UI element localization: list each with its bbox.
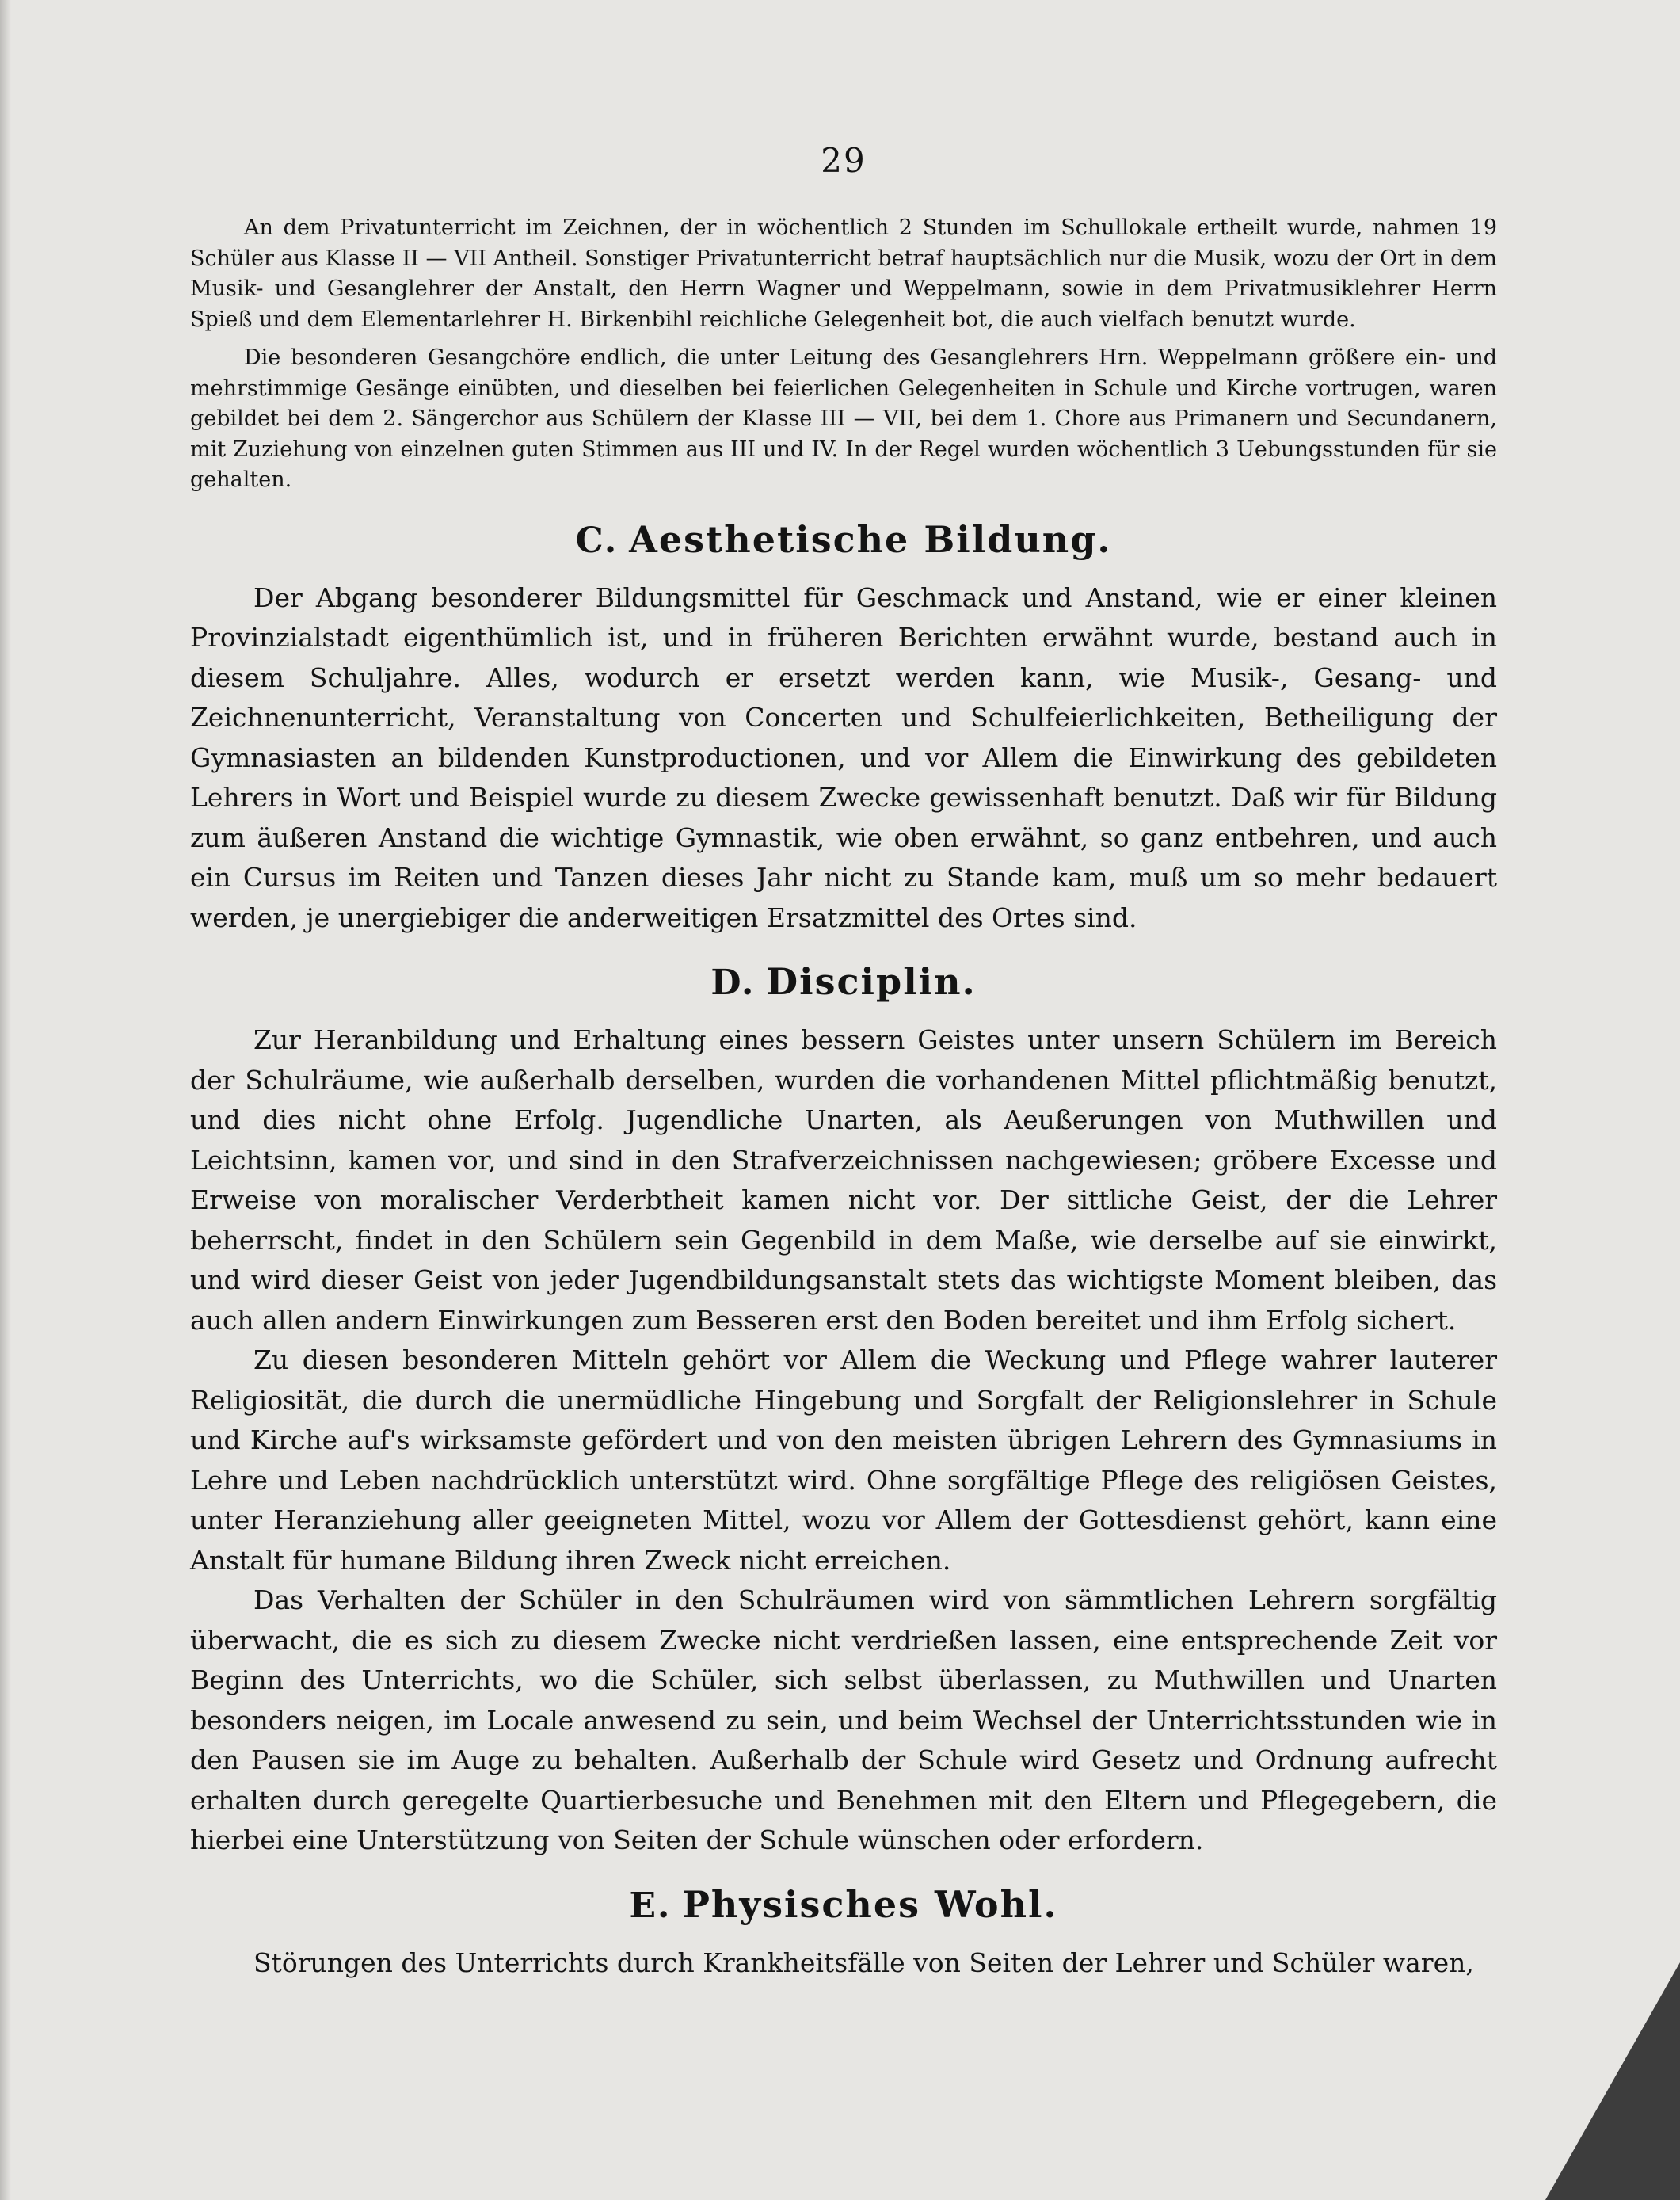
page-content [190, 141, 1497, 1983]
section-heading-physical [190, 1883, 1497, 1926]
section-letter: C. [575, 520, 619, 561]
page-number: 29 [821, 141, 867, 180]
section-heading-aesthetic [190, 518, 1497, 561]
section-title: Aesthetische Bildung. [629, 517, 1112, 561]
section-title: Physisches Wohl. [682, 1882, 1058, 1926]
paragraph-choirs: Die besonderen Gesangchöre endlich, die unter Leitung des Gesanglehrers Hrn. Weppelmann größere ein- und mehrstimmige Gesänge einübten, und dieselben bei feierlichen Gelegenheiten in Schule und Kirche vortrugen, waren gebildet bei dem 2. Sängerchor aus Schülern der Klasse III — VII, bei dem 1. Chore aus Primanern und Secundanern, mit Zuziehung von einzelnen guten Stimmen aus III und IV. In der Regel wurden wöchentlich 3 Uebungsstunden für sie gehalten. [190, 345, 1497, 492]
section-letter: E. [629, 1885, 672, 1926]
section-title: Disciplin. [766, 960, 977, 1003]
paragraph-discipline-1: Zur Heranbildung und Erhaltung eines bessern Geistes unter unsern Schülern im Bereich der Schulräume, wie außerhalb derselben, wurden die vorhandenen Mittel pflichtmäßig benutzt, und dies nicht ohne Erfolg. Jugendliche Unarten, als Aeußerungen von Muthwillen und Leichtsinn, kamen vor, und sind in den Strafverzeichnissen nachgewiesen; gröbere Excesse und Erweise von moralischer Verderbtheit kamen nicht vor. Der sittliche Geist, der die Lehrer beherrscht, findet in den Schülern sein Gegenbild in dem Maße, wie derselbe auf sie einwirkt, und wird dieser Geist von jeder Jugendbildungsanstalt stets das wichtigste Moment bleiben, das auch allen andern Einwirkungen zum Besseren erst den Boden bereitet und ihm Erfolg sichert. [190, 1024, 1497, 1336]
paragraph-physical: Störungen des Unterrichts durch Krankheitsfälle von Seiten der Lehrer und Schüler waren, [253, 1946, 1474, 1978]
page-corner-shadow [1545, 1962, 1680, 2200]
page-edge-shadow [0, 0, 11, 2200]
paragraph-discipline-2: Zu diesen besonderen Mitteln gehört vor Allem die Weckung und Pflege wahrer lauterer Religiosität, die durch die unermüdliche Hingebung und Sorgfalt der Religionslehrer in Schule und Kirche auf's wirksamste gefördert und von den meisten übrigen Lehrern des Gymnasiums in Lehre und Leben nachdrücklich unterstützt wird. Ohne sorgfältige Pflege des religiösen Geistes, unter Heranziehung aller geeigneten Mittel, wozu vor Allem der Gottesdienst gehört, kann eine Anstalt für humane Bildung ihren Zweck nicht erreichen. [190, 1344, 1497, 1576]
section-heading-discipline [190, 960, 1497, 1003]
section-letter: D. [710, 963, 756, 1003]
paragraph-discipline-3: Das Verhalten der Schüler in den Schulräumen wird von sämmtlichen Lehrern sorgfältig überwacht, die es sich zu diesem Zwecke nicht verdrießen lassen, eine entsprechende Zeit vor Beginn des Unterrichts, wo die Schüler, sich selbst überlassen, zu Muthwillen und Unarten besonders neigen, im Locale anwesend zu sein, und beim Wechsel der Unterrichtsstunden wie in den Pausen sie im Auge zu behalten. Außerhalb der Schule wird Gesetz und Ordnung aufrecht erhalten durch geregelte Quartierbesuche und Benehmen mit den Eltern und Pflegegebern, die hierbei eine Unterstützung von Seiten der Schule wünschen oder erfordern. [190, 1584, 1497, 1855]
paragraph-aesthetic: Der Abgang besonderer Bildungsmittel für Geschmack und Anstand, wie er einer kleinen Provinzialstadt eigenthümlich ist, und in früheren Berichten erwähnt wurde, bestand auch in diesem Schuljahre. Alles, wodurch er ersetzt werden kann, wie Musik-, Gesang- und Zeichnenunterricht, Veranstaltung von Concerten und Schulfeierlichkeiten, Betheiligung der Gymnasiasten an bildenden Kunstproductionen, und vor Allem die Einwirkung des gebildeten Lehrers in Wort und Beispiel wurde zu diesem Zwecke gewissenhaft benutzt. Daß wir für Bildung zum äußeren Anstand die wichtige Gymnastik, wie oben erwähnt, so ganz entbehren, und auch ein Cursus im Reiten und Tanzen dieses Jahr nicht zu Stande kam, muß um so mehr bedauert werden, je unergiebiger die anderweitigen Ersatzmittel des Ortes sind. [190, 581, 1497, 933]
paragraph-private-lessons: An dem Privatunterricht im Zeichnen, der in wöchentlich 2 Stunden im Schullokale ertheilt wurde, nahmen 19 Schüler aus Klasse II — VII Antheil. Sonstiger Privatunterricht betraf hauptsächlich nur die Musik, wozu der Ort in dem Musik- und Gesanglehrer der Anstalt, den Herrn Wagner und Weppelmann, sowie in dem Privatmusiklehrer Herrn Spieß und dem Elementarlehrer H. Birkenbihl reichliche Gelegenheit bot, die auch vielfach benutzt wurde. [190, 215, 1497, 332]
